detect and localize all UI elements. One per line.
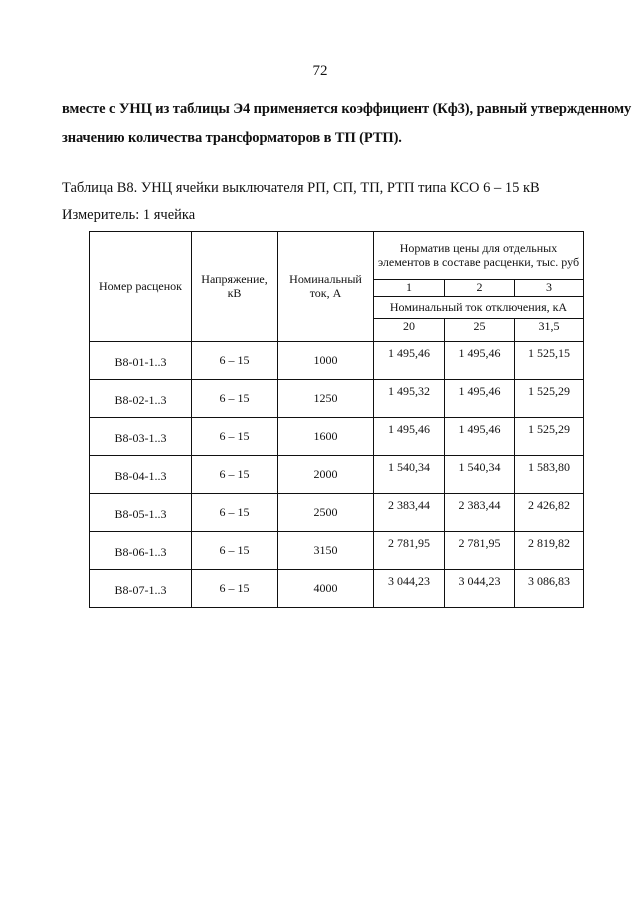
row-price-20: 3 044,23 [374,570,445,608]
row-price-31-5: 2 426,82 [515,494,584,532]
header-price-norm: Норматив цены для отдельных элементов в составе расценки, тыс. руб [374,232,584,280]
header-breaking-current: Номинальный ток отключения, кА [374,297,584,319]
row-price-20: 2 781,95 [374,532,445,570]
header-col-3: 3 [515,280,584,297]
header-ka-31-5: 31,5 [515,319,584,342]
row-price-25: 1 540,34 [445,456,515,494]
row-current: 1250 [278,380,374,418]
row-price-20: 1 495,46 [374,418,445,456]
row-current: 2000 [278,456,374,494]
header-col-1: 1 [374,280,445,297]
row-price-20: 2 383,44 [374,494,445,532]
row-voltage: 6 – 15 [192,456,278,494]
table-row [90,342,584,380]
row-current: 4000 [278,570,374,608]
row-price-31-5: 1 525,15 [515,342,584,380]
row-price-31-5: 1 583,80 [515,456,584,494]
table-row [90,532,584,570]
intro-line-2: значению количества трансформаторов в ТП (РТП). [62,130,402,146]
header-current: Номинальный ток, А [278,232,374,342]
row-price-25: 2 383,44 [445,494,515,532]
row-price-25: 1 495,46 [445,418,515,456]
table-caption: Таблица В8. УНЦ ячейки выключателя РП, СП, ТП, РТП типа КСО 6 – 15 кВ [62,180,540,196]
row-code: В8-03-1..3 [90,418,192,456]
row-voltage: 6 – 15 [192,494,278,532]
row-code: В8-06-1..3 [90,532,192,570]
row-voltage: 6 – 15 [192,570,278,608]
table-row [90,418,584,456]
table-row [90,494,584,532]
row-code: В8-07-1..3 [90,570,192,608]
row-current: 1000 [278,342,374,380]
row-current: 1600 [278,418,374,456]
table-row [90,456,584,494]
row-code: В8-02-1..3 [90,380,192,418]
row-price-25: 1 495,46 [445,342,515,380]
row-price-31-5: 1 525,29 [515,418,584,456]
header-col-2: 2 [445,280,515,297]
table-row [90,570,584,608]
row-price-20: 1 495,46 [374,342,445,380]
row-code: В8-04-1..3 [90,456,192,494]
measure-unit: Измеритель: 1 ячейка [62,207,196,223]
row-price-25: 3 044,23 [445,570,515,608]
row-voltage: 6 – 15 [192,418,278,456]
row-price-25: 1 495,46 [445,380,515,418]
row-voltage: 6 – 15 [192,380,278,418]
row-current: 2500 [278,494,374,532]
header-ka-20: 20 [374,319,445,342]
row-voltage: 6 – 15 [192,342,278,380]
header-code: Номер расценок [90,232,192,342]
table-row [90,380,584,418]
row-voltage: 6 – 15 [192,532,278,570]
row-price-20: 1 540,34 [374,456,445,494]
row-price-31-5: 2 819,82 [515,532,584,570]
row-price-25: 2 781,95 [445,532,515,570]
row-price-31-5: 3 086,83 [515,570,584,608]
header-voltage: Напряжение, кВ [192,232,278,342]
page-number: 72 [312,63,328,79]
intro-line-1: вместе с УНЦ из таблицы Э4 применяется коэффициент (Кф3), равный утвержденному [62,101,632,117]
row-price-31-5: 1 525,29 [515,380,584,418]
row-code: В8-05-1..3 [90,494,192,532]
header-ka-25: 25 [445,319,515,342]
row-current: 3150 [278,532,374,570]
price-table [89,231,584,608]
row-code: В8-01-1..3 [90,342,192,380]
row-price-20: 1 495,32 [374,380,445,418]
